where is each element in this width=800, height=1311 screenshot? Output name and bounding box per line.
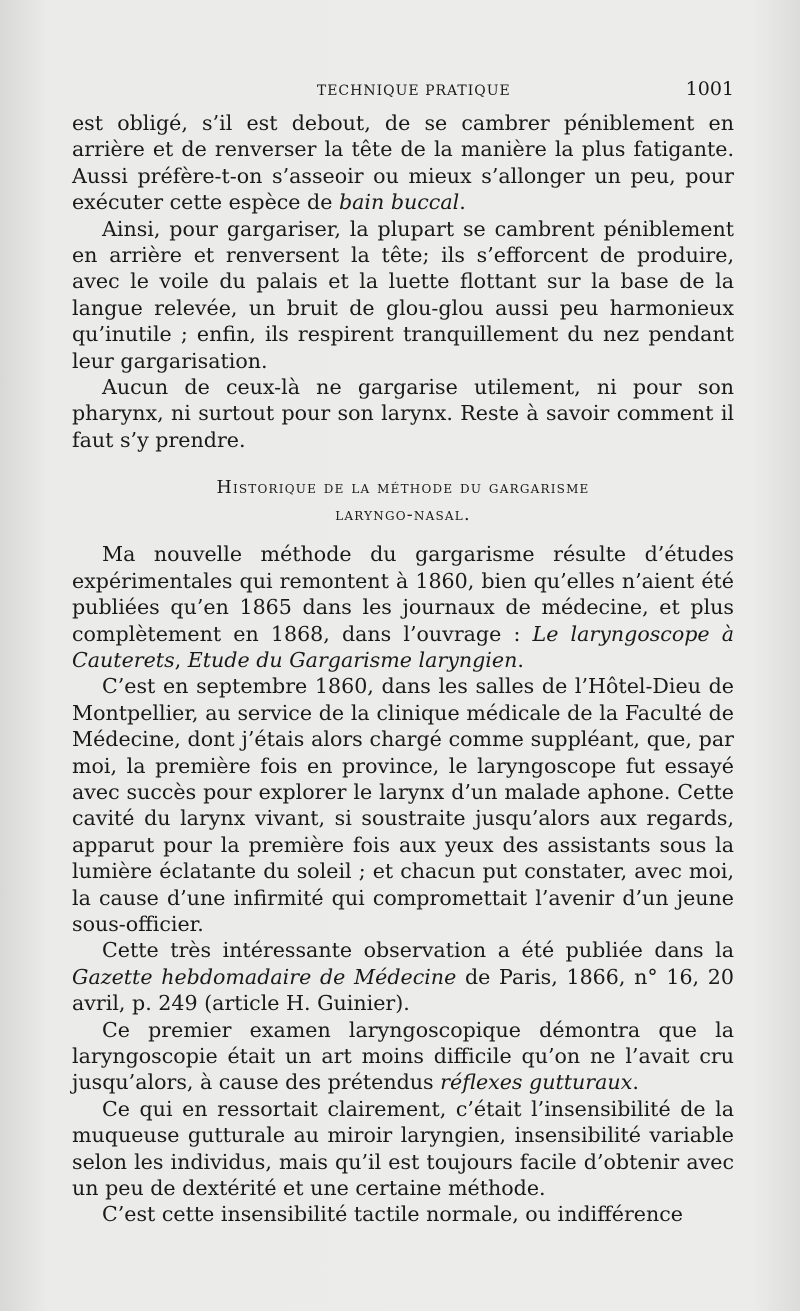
body-text-before-heading — [72, 110, 734, 453]
text-run: de Paris, 1866, n° 16, 20 avril, p. 249 (article H. Guinier). — [72, 964, 735, 1016]
text-run: Aucun de ceux-là ne gargarise utilement, ni pour son pharynx, ni surtout pour son larynx. Reste à savoir comment il faut s’y prendre. — [72, 375, 734, 452]
text-run: Ma nouvelle méthode du gargarisme résulte d’études expérimentales qui remontent à 1860, bien qu’elles n’aient été publiées qu’en 1865 dans les journaux de médecine, et plus complètement en 1868, dans l’ouvrage : — [72, 542, 734, 646]
text-run: . — [459, 190, 466, 215]
italic-text: bain buccal — [338, 190, 460, 215]
text-run: . — [517, 647, 524, 672]
italic-text: réflexes gutturaux — [440, 1070, 633, 1095]
text-run: Cette très intéressante observation a été publiée dans la — [102, 938, 734, 963]
text-run: , — [174, 647, 188, 672]
paragraph — [72, 1096, 734, 1202]
page-number: 1001 — [685, 78, 734, 100]
italic-text: Gazette hebdomadaire de Médecine — [72, 964, 457, 989]
text-run: C’est en septembre 1860, dans les salles de l’Hôtel-Dieu de Montpellier, au service de la clinique médicale de la Faculté de Médecine, dont j’étais alors chargé comme suppléant, que, par moi, la première fois en province, le laryngoscope fut essayé avec succès pour explorer le larynx d’un malade aphone. Cette cavité du larynx vivant, si soustraite jusqu’alors aux regards, apparut pour la première fois aux yeux des assistants sous la lumière éclatante du soleil ; et chacun put constater, avec moi, la cause d’une infirmité qui compromettait l’avenir d’un jeune sous-officier. — [72, 674, 734, 936]
text-run: . — [632, 1070, 639, 1095]
paragraph — [72, 541, 734, 673]
paragraph — [72, 110, 734, 216]
text-run: Ainsi, pour gargariser, la plupart se cambrent péniblement en arrière et renversent la tête; ils s’efforcent de produire, avec le voile du palais et la luette flottant sur la base de la langue relevée, un bruit de glou-glou aussi peu harmonieux qu’inutile ; enfin, ils respirent tranquillement du nez pendant leur gargarisation. — [72, 216, 734, 373]
paragraph — [72, 937, 734, 1016]
paragraph — [72, 216, 734, 374]
running-head — [72, 78, 734, 100]
body-text-after-heading — [72, 541, 734, 1228]
section-heading-line-2: laryngo-nasal. — [335, 505, 471, 526]
paragraph — [72, 374, 734, 453]
text-run: C’est cette insensibilité tactile normale, ou indifférence — [102, 1202, 683, 1227]
italic-text: Etude du Gargarisme laryngien — [187, 647, 518, 672]
section-heading-line-1: Historique de la méthode du gargarisme — [216, 478, 590, 499]
section-heading — [72, 475, 734, 529]
text-run: Ce premier examen laryngoscopique démontra que la laryngoscopie était un art moins difficile qu’on ne l’avait cru jusqu’alors, à cause des prétendus — [72, 1017, 734, 1095]
running-title: TECHNIQUE PRATIQUE — [316, 83, 511, 99]
text-run: est obligé, s’il est debout, de se cambrer péniblement en arrière et de renverser la tête de la manière la plus fatigante. Aussi préfère-t-on s’asseoir ou mieux s’allonger un peu, pour exécuter cette espèce de — [72, 111, 734, 215]
paragraph — [72, 1017, 734, 1096]
paragraph — [72, 1201, 734, 1227]
italic-text: Le laryngoscope à Cauterets — [72, 621, 735, 672]
text-run: Ce qui en ressortait clairement, c’était l’insensibilité de la muqueuse gutturale au miroir laryngien, insensibilité variable selon les individus, mais qu’il est toujours facile d’obtenir avec un peu de dextérité et une certaine méthode. — [72, 1096, 734, 1201]
paragraph — [72, 673, 734, 937]
